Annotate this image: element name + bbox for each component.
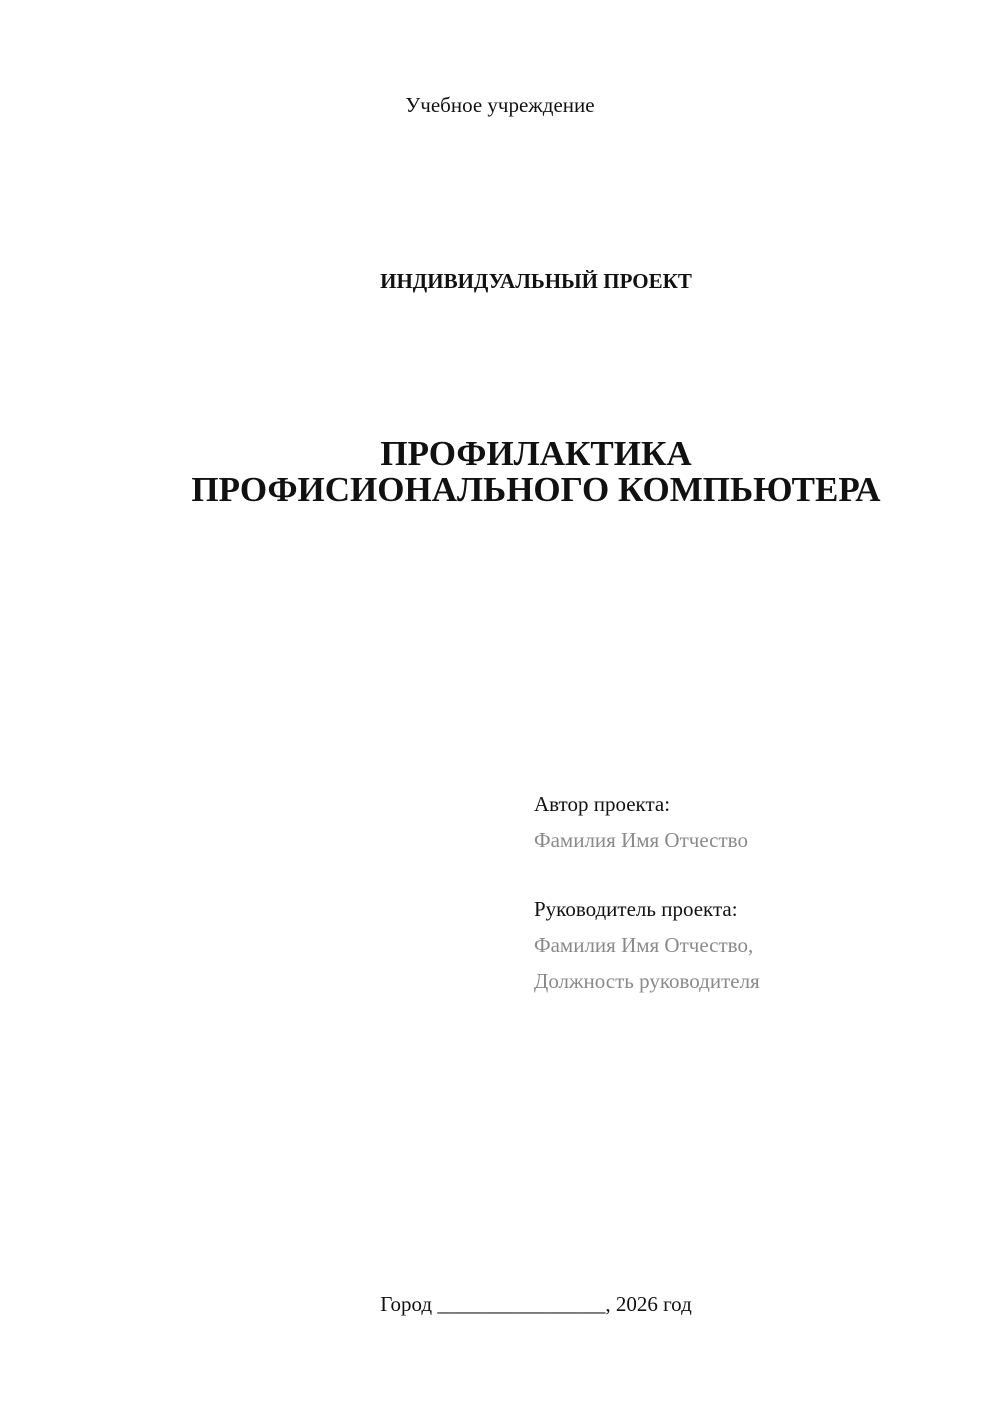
- author-label: Автор проекта:: [534, 792, 671, 816]
- city-year-line: Город ________________, 2026 год: [380, 1292, 692, 1316]
- project-type-heading: ИНДИВИДУАЛЬНЫЙ ПРОЕКТ: [380, 269, 692, 293]
- author-block: [534, 786, 748, 858]
- author-name-placeholder: Фамилия Имя Отчество: [534, 828, 748, 852]
- supervisor-position-placeholder: Должность руководителя: [534, 969, 760, 993]
- supervisor-name-placeholder: Фамилия Имя Отчество,: [534, 933, 754, 957]
- supervisor-block: [534, 891, 760, 999]
- project-title-line-1: ПРОФИЛАКТИКА: [380, 434, 692, 473]
- project-title-line-2: ПРОФИСИОНАЛЬНОГО КОМПЬЮТЕРА: [191, 470, 881, 509]
- supervisor-label: Руководитель проекта:: [534, 897, 738, 921]
- project-title: [36, 436, 1000, 508]
- institution-name: Учебное учреждение: [405, 93, 595, 117]
